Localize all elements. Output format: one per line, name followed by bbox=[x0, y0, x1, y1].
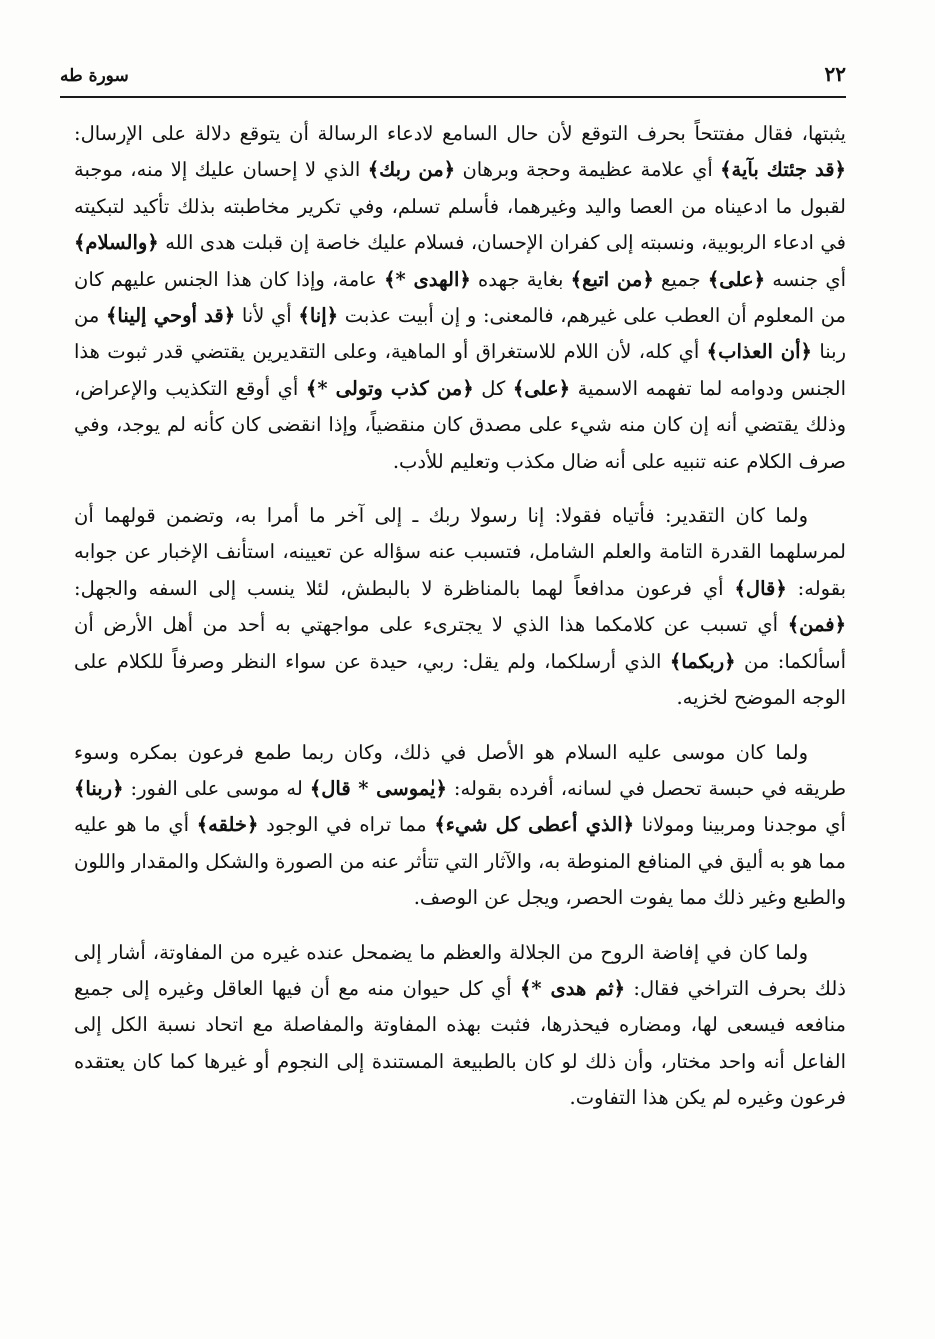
commentary-text: أي فرعون مدافعاً لهما بالمناظرة لا بالبطش، لئلا ينسب إلى السفه والجهل: bbox=[74, 576, 735, 600]
quran-quote: ﴿الذي أعطى كل شيء﴾ bbox=[434, 813, 635, 837]
quran-quote: ﴿إنا﴾ bbox=[298, 304, 339, 328]
commentary-text: أي جنسه bbox=[765, 267, 846, 291]
quran-quote: ﴿الهدى *﴾ bbox=[384, 267, 471, 291]
paragraph-4 bbox=[74, 935, 846, 1117]
commentary-text: ولما كان في إفاضة الروح من الجلالة والعظم ما يضمحل عنده غيره من المفاوتة، أشار إلى ذلك بحرف التراخي فقال: bbox=[74, 940, 846, 1000]
quran-quote: ﴿قد أوحي إلينا﴾ bbox=[105, 304, 236, 328]
quran-quote: ﴿فمن﴾ bbox=[787, 613, 846, 637]
quran-quote: ﴿قد جئتك بآية﴾ bbox=[720, 158, 846, 182]
commentary-text: أي ما هو عليه مما هو به أليق في المنافع المنوطة به، والآثار التي تتأثر عنه من الصورة والشكل والمقدار واللون والطبع وغير ذلك مما يفوت الحصر، ويجل عن الوصف. bbox=[74, 813, 846, 910]
commentary-text: الذي لا إحسان عليك إلا منه، موجبة لقبول ما ادعيناه من العصا واليد وغيرهما، فأسلم تسلم، وفي تكرير مخاطبته بذلك تأكيد لتبكيته في ادعاء الربوبية، ونسبته إلى كفران الإحسان، فسلام عليك خاصة إن قبلت هدى الله bbox=[74, 158, 846, 255]
quran-quote: ﴿خلقه﴾ bbox=[196, 813, 259, 837]
page-header bbox=[60, 60, 846, 98]
quran-quote: ﴿من كذب وتولى *﴾ bbox=[305, 376, 474, 400]
quran-quote: ﴿ربكما﴾ bbox=[669, 649, 736, 673]
paragraph-gap bbox=[74, 480, 846, 498]
commentary-text: الذي أرسلكما، ولم يقل: ربي، حيدة عن سواء النظر وصرفاً للكلام على الوجه الموضح لخزيه. bbox=[74, 649, 846, 710]
commentary-text: ولما كان التقدير: فأتياه فقولا: إنا رسولا ربك ـ إلى آخر ما أمرا به، وتضمن قولهما أن لمرسلهما القدرة التامة والعلم الشامل، فتسبب عنه سؤاله عن تعيينه، استأنف الإخبار عن جوابه بقوله: bbox=[74, 504, 847, 600]
paragraph-1 bbox=[74, 116, 846, 480]
commentary-text: يثبتها، فقال مفتتحاً بحرف التوقع لأن حال السامع لادعاء الرسالة أن يتوقع دلالة على الإرسال: bbox=[74, 122, 846, 145]
quran-quote: ﴿ربنا﴾ bbox=[74, 776, 124, 800]
commentary-text: أي أوقع التكذيب والإعراض، وذلك يقتضي أنه إن كان منه شيء على مصدق كان منقضياً، وإذا انقضى كان كأنه لم يوجد، وفي صرف الكلام عنه تنبيه على أنه ضال مكذب وتعليم للأدب. bbox=[74, 376, 846, 473]
commentary-text: كل bbox=[473, 376, 513, 400]
commentary-text: أي لأنا bbox=[235, 304, 299, 328]
commentary-text: أي كل حيوان منه مع أن فيها العاقل وغيره إلى جميع منافعه فيسعى لها، ومضاره فيحذرها، فثبت بهذه المفاوتة والمفاصلة مع اتحاد نسبة الكل إلى الفاعل أنه واحد مختار، وأن ذلك لو كان بالطبيعة المستندة إلى النجوم أو غيرها كما كان يعتقده فرعون وغيره لم يكن هذا التفاوت. bbox=[74, 976, 846, 1110]
commentary-text: مما تراه في الوجود bbox=[258, 813, 435, 837]
commentary-text: جميع bbox=[653, 267, 708, 291]
paragraph-gap bbox=[74, 917, 846, 935]
page-number: ٢٢ bbox=[824, 62, 846, 86]
quran-quote: ﴿والسلام﴾ bbox=[74, 231, 159, 255]
paragraph-gap bbox=[74, 717, 846, 735]
quran-quote: ﴿على﴾ bbox=[707, 267, 766, 291]
paragraph-2 bbox=[74, 498, 846, 716]
quran-quote: ﴿ثم هدى *﴾ bbox=[520, 976, 626, 1000]
commentary-text: عامة، وإذا كان هذا الجنس عليهم كان من المعلوم أن العطب على غيرهم، فالمعنى: و إن أبيت عذبت bbox=[74, 267, 846, 328]
quran-quote: ﴿يٰموسى * قال﴾ bbox=[309, 776, 447, 800]
quran-quote: ﴿قال﴾ bbox=[734, 576, 787, 600]
commentary-text: ولما كان موسى عليه السلام هو الأصل في ذلك، وكان ربما طمع فرعون بمكره وسوء طريقه في حبسة تحصل في لسانه، أفرده بقوله: bbox=[74, 740, 846, 800]
surah-title: سورة طه bbox=[60, 66, 129, 86]
commentary-text: أي موجدنا ومربينا ومولانا bbox=[634, 813, 846, 837]
commentary-text: بغاية جهده bbox=[470, 267, 571, 291]
commentary-text: له موسى على الفور: bbox=[123, 776, 310, 800]
quran-quote: ﴿على﴾ bbox=[512, 376, 571, 400]
quran-quote: ﴿من اتبع﴾ bbox=[570, 267, 654, 291]
page-body bbox=[74, 116, 846, 1117]
commentary-text: أي علامة عظيمة وحجة وبرهان bbox=[455, 158, 721, 182]
commentary-text: من ربنا bbox=[74, 304, 846, 364]
quran-quote: ﴿من ربك﴾ bbox=[367, 158, 456, 182]
commentary-text: أي كله، لأن اللام للاستغراق أو الماهية، وعلى التقديرين يقتضي قدر ثبوت هذا الجنس ودوامه لما تفهمه الاسمية bbox=[74, 340, 846, 400]
paragraph-3 bbox=[74, 735, 846, 917]
quran-quote: ﴿أن العذاب﴾ bbox=[706, 340, 812, 364]
commentary-text: أي تسبب عن كلامكما هذا الذي لا يجترىء على مواجهتي به أحد من أهل الأرض أن أسألكما: من bbox=[74, 613, 846, 673]
